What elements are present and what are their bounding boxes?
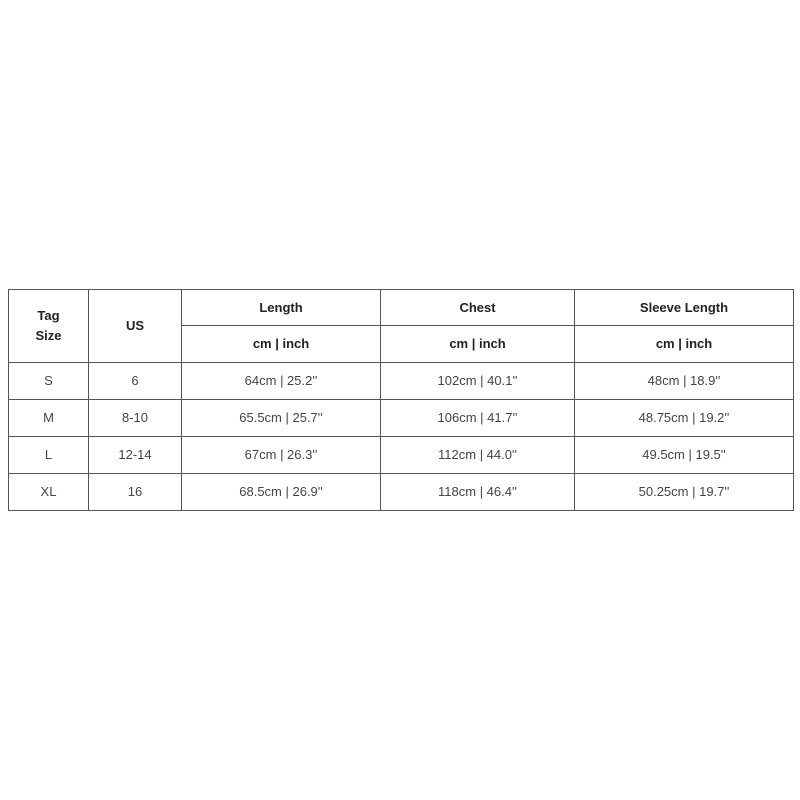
header-us: US	[89, 290, 182, 363]
unit-chest: cm | inch	[381, 326, 575, 363]
table-row	[9, 474, 794, 511]
cell-us: 6	[89, 363, 182, 400]
cell-tag: L	[9, 437, 89, 474]
cell-chest: 118cm | 46.4''	[381, 474, 575, 511]
cell-chest: 106cm | 41.7''	[381, 400, 575, 437]
header-length: Length	[182, 290, 381, 326]
cell-us: 8-10	[89, 400, 182, 437]
cell-length: 67cm | 26.3''	[182, 437, 381, 474]
cell-sleeve: 48cm | 18.9''	[575, 363, 794, 400]
header-sleeve-length: Sleeve Length	[575, 290, 794, 326]
unit-length: cm | inch	[182, 326, 381, 363]
cell-length: 65.5cm | 25.7''	[182, 400, 381, 437]
cell-sleeve: 48.75cm | 19.2''	[575, 400, 794, 437]
cell-chest: 112cm | 44.0''	[381, 437, 575, 474]
table-row	[9, 363, 794, 400]
cell-length: 68.5cm | 26.9''	[182, 474, 381, 511]
cell-chest: 102cm | 40.1''	[381, 363, 575, 400]
header-tag-size-line1: Tag	[37, 308, 60, 323]
cell-tag: S	[9, 363, 89, 400]
header-row	[9, 290, 794, 326]
cell-us: 12-14	[89, 437, 182, 474]
size-chart-table	[8, 289, 794, 511]
cell-sleeve: 49.5cm | 19.5''	[575, 437, 794, 474]
cell-tag: M	[9, 400, 89, 437]
table-row	[9, 400, 794, 437]
cell-sleeve: 50.25cm | 19.7''	[575, 474, 794, 511]
unit-sleeve: cm | inch	[575, 326, 794, 363]
header-tag-size	[9, 290, 89, 363]
header-tag-size-line2: Size	[35, 328, 62, 343]
cell-us: 16	[89, 474, 182, 511]
cell-length: 64cm | 25.2''	[182, 363, 381, 400]
table-row	[9, 437, 794, 474]
header-chest: Chest	[381, 290, 575, 326]
cell-tag: XL	[9, 474, 89, 511]
